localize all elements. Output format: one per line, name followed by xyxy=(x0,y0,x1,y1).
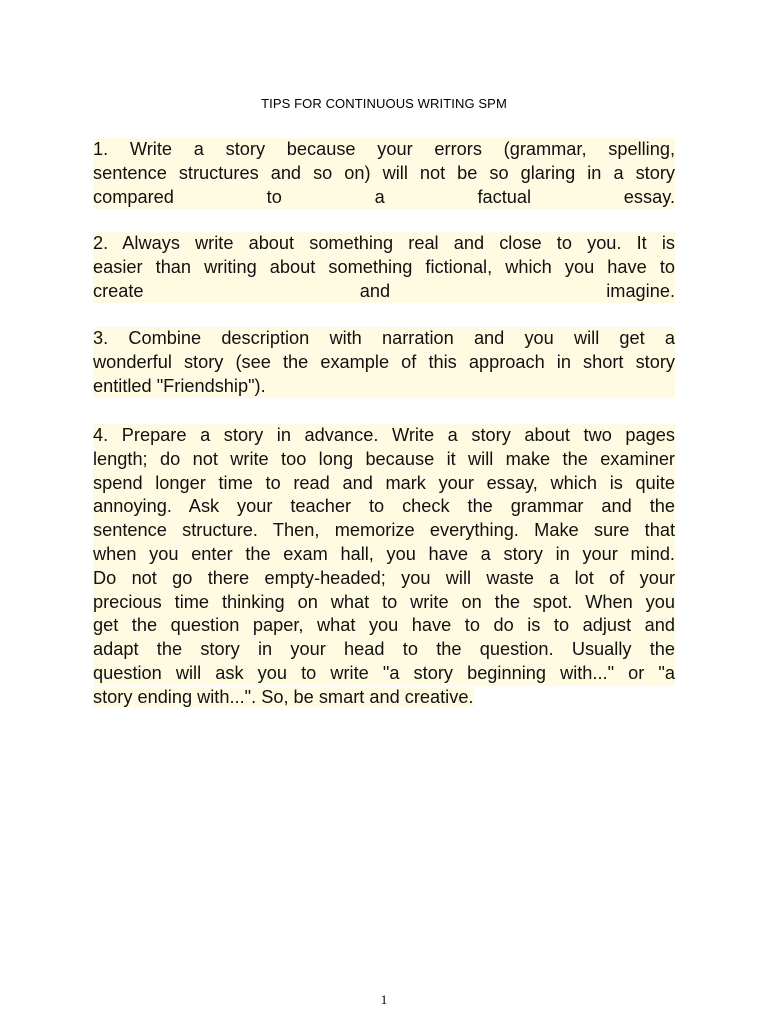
tip-line: create and imagine. xyxy=(93,280,675,304)
tip-line: 2. Always write about something real and close to you. It is xyxy=(93,232,675,256)
tip-1-paragraph xyxy=(93,138,675,209)
tip-line: 4. Prepare a story in advance. Write a story about two pages xyxy=(93,424,675,448)
page-number: 1 xyxy=(380,992,388,1007)
tip-line: sentence structure. Then, memorize everything. Make sure that xyxy=(93,519,675,543)
tip-line: compared to a factual essay. xyxy=(93,186,675,210)
tip-line: Do not go there empty-headed; you will waste a lot of your xyxy=(93,567,675,591)
tip-line: adapt the story in your head to the question. Usually the xyxy=(93,638,675,662)
tip-3-paragraph xyxy=(93,327,675,398)
tip-line-text: story ending with...". So, be smart and creative. xyxy=(93,686,474,707)
tip-line: spend longer time to read and mark your essay, which is quite xyxy=(93,472,675,496)
tip-line: get the question paper, what you have to do is to adjust and xyxy=(93,614,675,638)
page-title: TIPS FOR CONTINUOUS WRITING SPM xyxy=(261,96,507,111)
tip-line: annoying. Ask your teacher to check the grammar and the xyxy=(93,495,675,519)
tip-line: entitled "Friendship"). xyxy=(93,375,675,399)
tip-line: easier than writing about something fictional, which you have to xyxy=(93,256,675,280)
tip-last-line xyxy=(93,686,675,710)
tip-line: length; do not write too long because it will make the examiner xyxy=(93,448,675,472)
tip-2-paragraph xyxy=(93,232,675,303)
tip-4-paragraph xyxy=(93,424,675,710)
tip-line: precious time thinking on what to write on the spot. When you xyxy=(93,591,675,615)
tip-line: question will ask you to write "a story beginning with..." or "a xyxy=(93,662,675,686)
tip-line: when you enter the exam hall, you have a story in your mind. xyxy=(93,543,675,567)
tip-line: sentence structures and so on) will not be so glaring in a story xyxy=(93,162,675,186)
tip-line: 3. Combine description with narration and you will get a xyxy=(93,327,675,351)
tip-line: wonderful story (see the example of this approach in short story xyxy=(93,351,675,375)
tip-line: 1. Write a story because your errors (grammar, spelling, xyxy=(93,138,675,162)
